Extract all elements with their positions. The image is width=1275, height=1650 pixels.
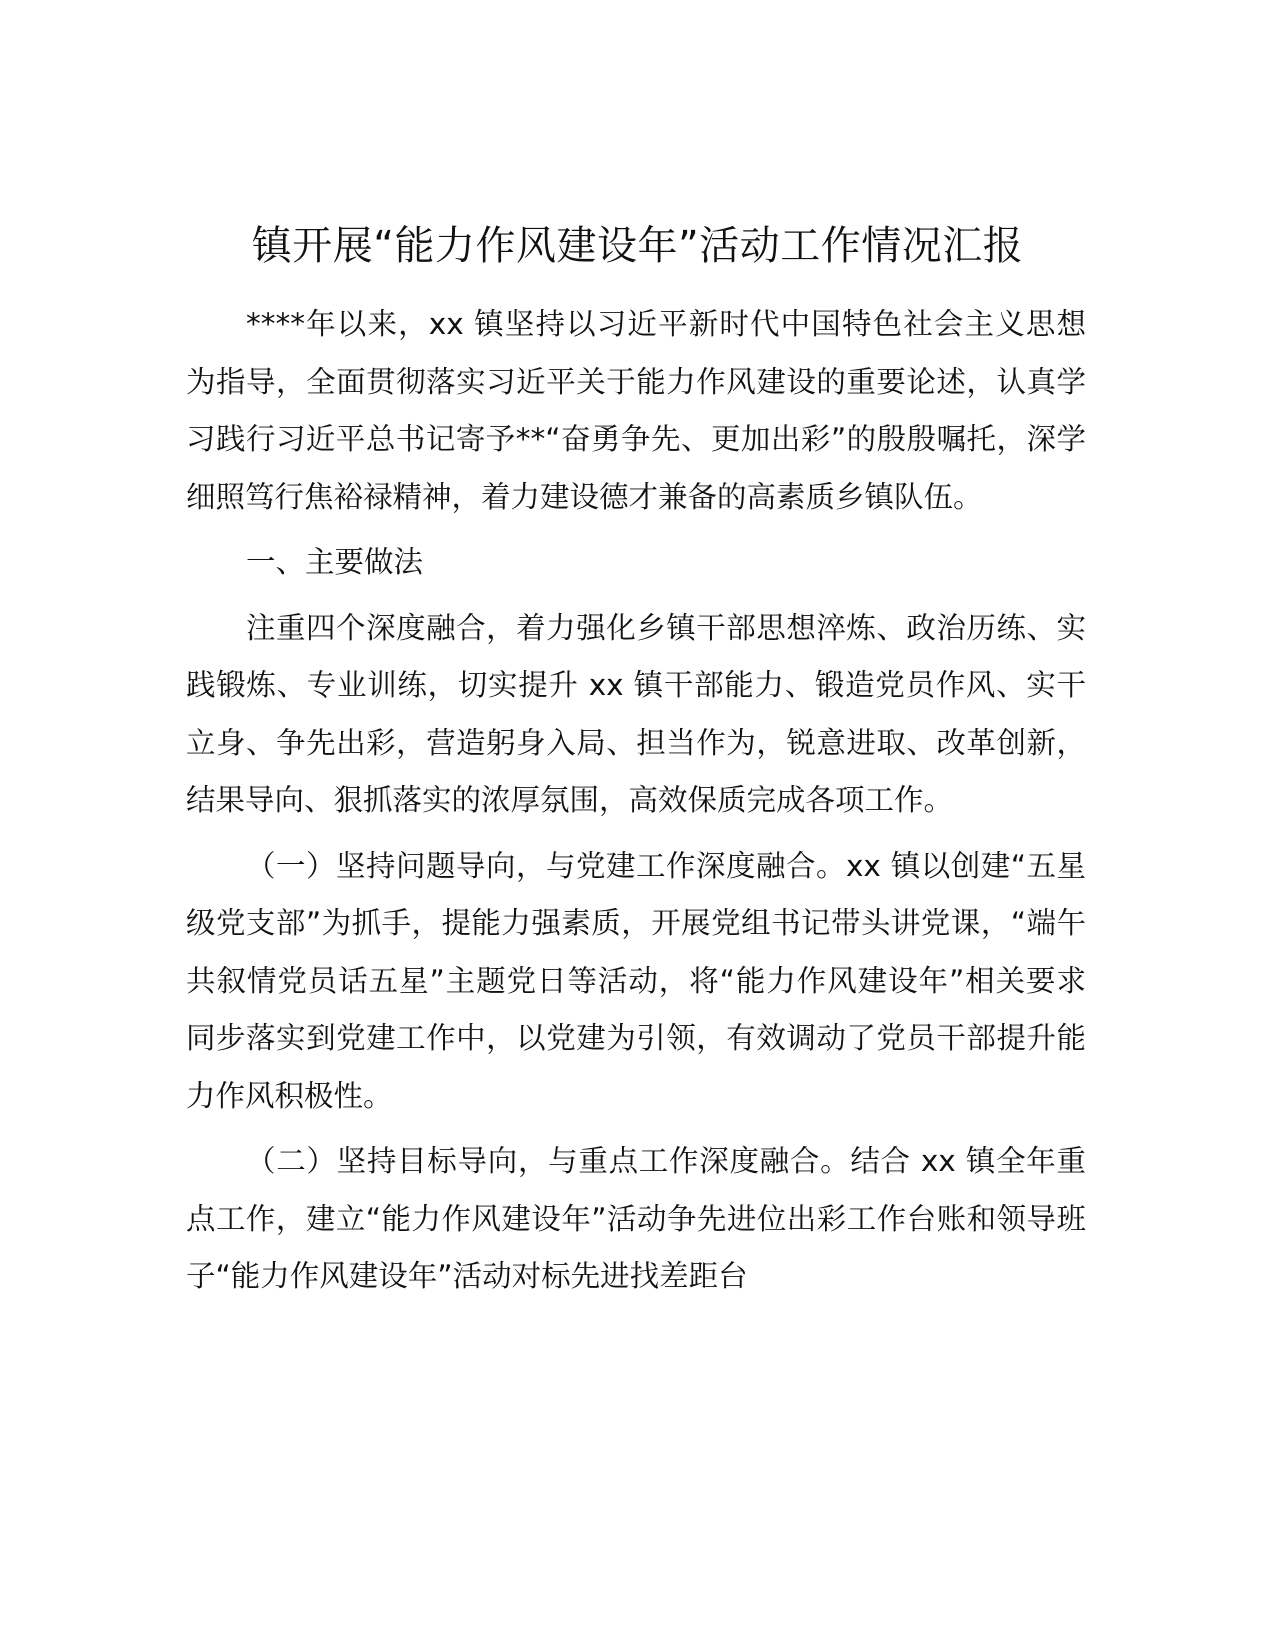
intro-paragraph: ****年以来，xx 镇坚持以习近平新时代中国特色社会主义思想为指导，全面贯彻落实习近平关于能力作风建设的重要论述，认真学习践行习近平总书记寄予**“奋勇争先、更加出彩”的殷殷嘱托，深学细照笃行焦裕禄精神，着力建设德才兼备的高素质乡镇队伍。 <box>186 307 1086 514</box>
section-summary-paragraph: 注重四个深度融合，着力强化乡镇干部思想淬炼、政治历练、实践锻炼、专业训练，切实提升 xx 镇干部能力、锻造党员作风、实干立身、争先出彩，营造躬身入局、担当作为，锐意进取、改革创新，结果导向、狠抓落实的浓厚氛围，高效保质完成各项工作。 <box>186 610 1086 817</box>
section-heading-main-practices: 一、主要做法 <box>246 545 424 579</box>
document-title: 镇开展“能力作风建设年”活动工作情况汇报 <box>251 223 1024 269</box>
document-body <box>186 296 1086 1306</box>
item-2-paragraph: （二）坚持目标导向，与重点工作深度融合。结合 xx 镇全年重点工作，建立“能力作风建设年”活动争先进位出彩工作台账和领导班子“能力作风建设年”活动对标先进找差距台 <box>186 1144 1086 1293</box>
item-1-paragraph: （一）坚持问题导向，与党建工作深度融合。xx 镇以创建“五星级党支部”为抓手，提能力强素质，开展党组书记带头讲党课，“端午共叙情党员话五星”主题党日等活动，将“能力作风建设年”相关要求同步落实到党建工作中，以党建为引领，有效调动了党员干部提升能力作风积极性。 <box>186 848 1086 1113</box>
